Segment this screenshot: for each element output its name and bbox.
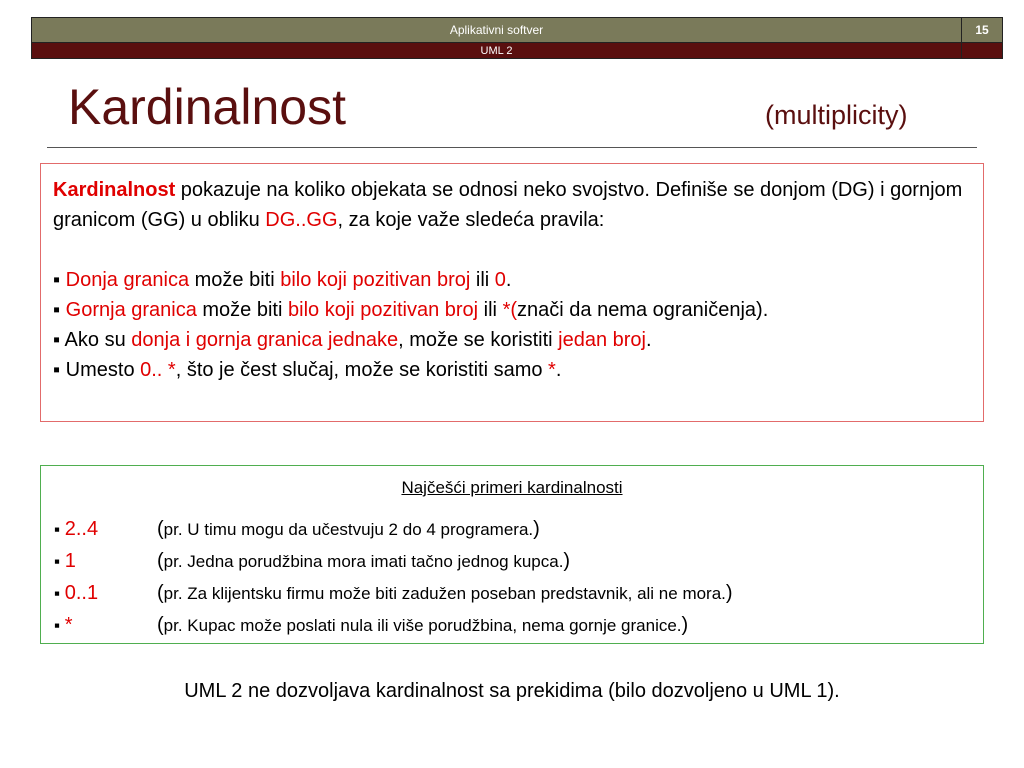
rule-text: . [646, 329, 652, 351]
slide-title: Kardinalnost [68, 79, 346, 135]
course-title: Aplikativni softver [449, 23, 544, 37]
example-description [157, 514, 540, 545]
close-paren: ) [725, 582, 733, 604]
example-value: 1 [64, 550, 76, 572]
close-paren: ) [533, 518, 540, 540]
example-item [54, 546, 571, 576]
bullet-icon: ▪ [53, 329, 65, 351]
example-value: 2..4 [64, 518, 99, 540]
rule-highlight: 0.. * [140, 359, 176, 381]
slide-subtitle: (multiplicity) [765, 100, 908, 130]
footnote: UML 2 ne dozvoljava kardinalnost sa prekidima (bilo dozvoljeno u UML 1). [184, 680, 840, 702]
example-description [157, 578, 733, 609]
example-item [54, 610, 689, 640]
bullet-icon: ▪ [54, 552, 65, 571]
example-description [157, 546, 570, 577]
definition-term: Kardinalnost [53, 179, 176, 201]
section-label: UML 2 [480, 44, 513, 57]
examples-box [40, 465, 984, 644]
rule-highlight: bilo koji pozitivan broj [280, 269, 471, 291]
rule-text: . [505, 269, 512, 291]
rule-text: Umesto [65, 359, 141, 381]
example-text: pr. Kupac može poslati nula ili više porudžbina, nema gornje granice. [163, 616, 682, 635]
rule-item [53, 355, 983, 385]
example-value: * [64, 614, 73, 636]
definition-paragraph [53, 175, 983, 235]
rule-text: može biti [196, 299, 288, 321]
example-text: pr. U timu mogu da učestvuju 2 do 4 programera. [163, 520, 534, 539]
close-paren: ) [563, 550, 571, 572]
example-description [157, 610, 688, 641]
close-paren: ) [681, 614, 689, 636]
rule-item [53, 295, 983, 325]
bullet-icon: ▪ [54, 520, 65, 539]
bullet-icon: ▪ [53, 299, 66, 321]
rule-highlight: donja i gornja granica jednake [131, 329, 399, 351]
definition-box [40, 163, 984, 422]
rule-text: ili [478, 299, 503, 321]
open-paren: ( [157, 518, 164, 540]
example-item [54, 578, 733, 608]
rule-text: znači da nema ograničenja). [517, 299, 769, 321]
rule-text: , može se koristiti [398, 329, 559, 351]
rule-item [53, 265, 983, 295]
bullet-icon: ▪ [54, 616, 65, 635]
rule-text: Ako su [64, 329, 132, 351]
definition-notation: DG..GG [265, 209, 338, 231]
rule-highlight: *( [502, 299, 518, 321]
definition-text-1: pokazuje na koliko objekata se odnosi neko svojstvo. Definiše se donjom (DG) i gornjom granicom (GG) u obliku [53, 179, 963, 231]
rule-highlight: bilo koji pozitivan broj [288, 299, 479, 321]
example-value: 0..1 [64, 582, 99, 604]
rule-item [53, 325, 983, 355]
bullet-icon: ▪ [53, 269, 66, 291]
slide-number: 15 [961, 18, 1002, 42]
paragraph-gap [53, 235, 983, 265]
rule-highlight: 0 [494, 269, 506, 291]
rule-text: ili [470, 269, 495, 291]
open-paren: ( [157, 582, 164, 604]
rule-text: , što je čest slučaj, može se koristiti samo [175, 359, 549, 381]
rule-term: Donja granica [65, 269, 190, 291]
rule-text: . [555, 359, 562, 381]
examples-title: Najčešći primeri kardinalnosti [401, 478, 623, 497]
title-divider [47, 147, 977, 148]
example-text: pr. Za klijentsku firmu može biti zadužen poseban predstavnik, ali ne mora. [163, 584, 726, 603]
rule-term: Gornja granica [65, 299, 197, 321]
bullet-icon: ▪ [53, 359, 66, 381]
open-paren: ( [157, 550, 164, 572]
header-bar [31, 17, 1003, 43]
section-bar-end [961, 43, 1002, 58]
rule-highlight: * [548, 359, 556, 381]
example-item [54, 514, 540, 544]
section-bar [31, 42, 1003, 59]
rule-text: može biti [189, 269, 281, 291]
open-paren: ( [157, 614, 164, 636]
example-text: pr. Jedna porudžbina mora imati tačno jednog kupca. [163, 552, 564, 571]
bullet-icon: ▪ [54, 584, 65, 603]
rule-highlight: jedan broj [558, 329, 646, 351]
definition-text-2: , za koje važe sledeća pravila: [337, 209, 605, 231]
